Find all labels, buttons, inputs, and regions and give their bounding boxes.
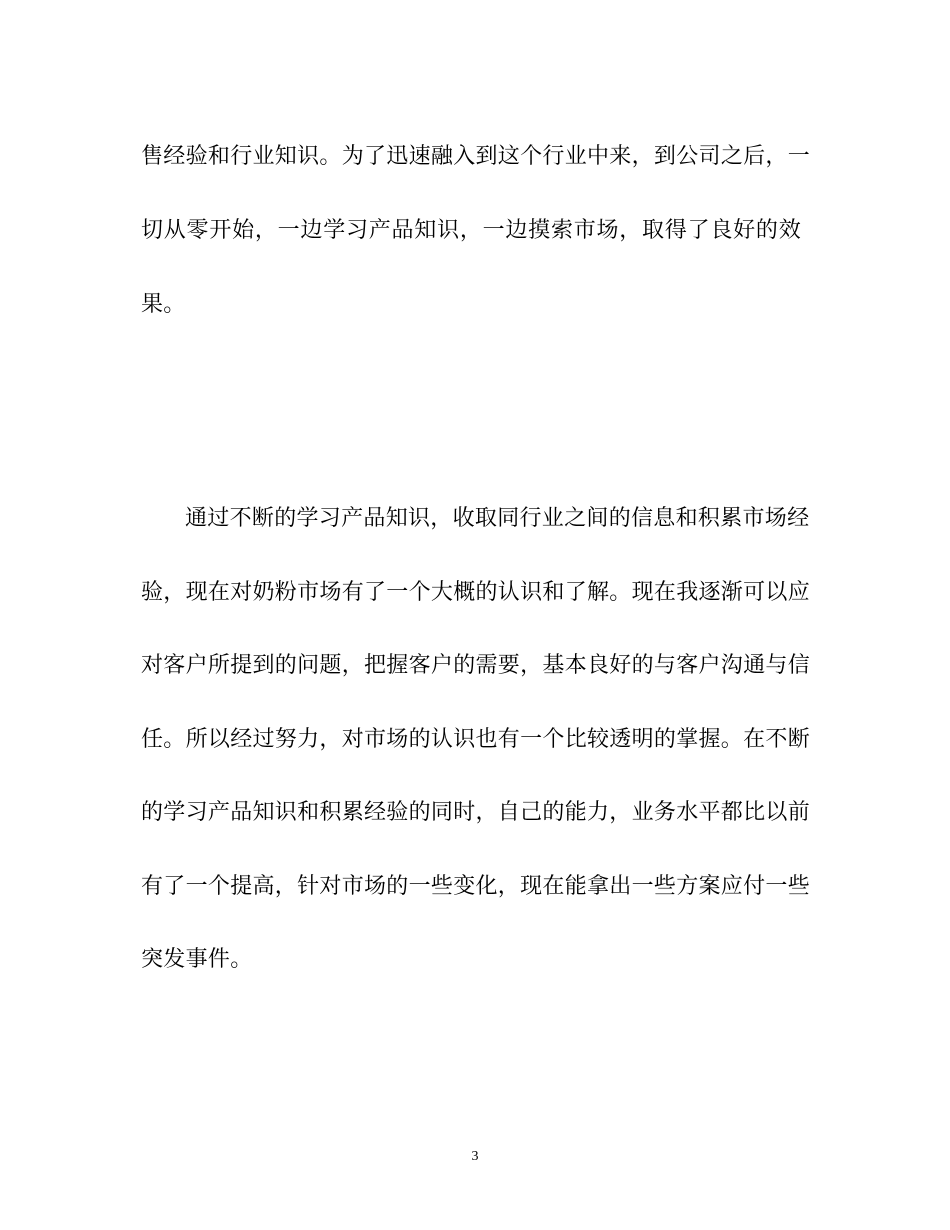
paragraph-1-line-2: 切从零开始，一边学习产品知识，一边摸索市场，取得了良好的效 (141, 218, 801, 243)
paragraph-2-line-3: 对客户所提到的问题，把握客户的需要，基本良好的与客户沟通与信 (141, 653, 811, 678)
page-number: 3 (471, 1149, 479, 1164)
paragraph-2-line-1: 通过不断的学习产品知识，收取同行业之间的信息和积累市场经 (185, 506, 810, 531)
paragraph-1-line-3: 果。 (141, 292, 186, 317)
paragraph-2-line-6: 有了一个提高，针对市场的一些变化，现在能拿出一些方案应付一些 (141, 874, 811, 899)
paragraph-2-line-7: 突发事件。 (141, 947, 253, 972)
paragraph-2-line-2: 验，现在对奶粉市场有了一个大概的认识和了解。现在我逐渐可以应 (141, 580, 811, 605)
paragraph-2-line-4: 任。所以经过努力，对市场的认识也有一个比较透明的掌握。在不断 (141, 727, 811, 752)
paragraph-2-line-5: 的学习产品知识和积累经验的同时，自己的能力，业务水平都比以前 (141, 800, 811, 825)
paragraph-1-line-1: 售经验和行业知识。为了迅速融入到这个行业中来，到公司之后，一 (141, 144, 811, 169)
